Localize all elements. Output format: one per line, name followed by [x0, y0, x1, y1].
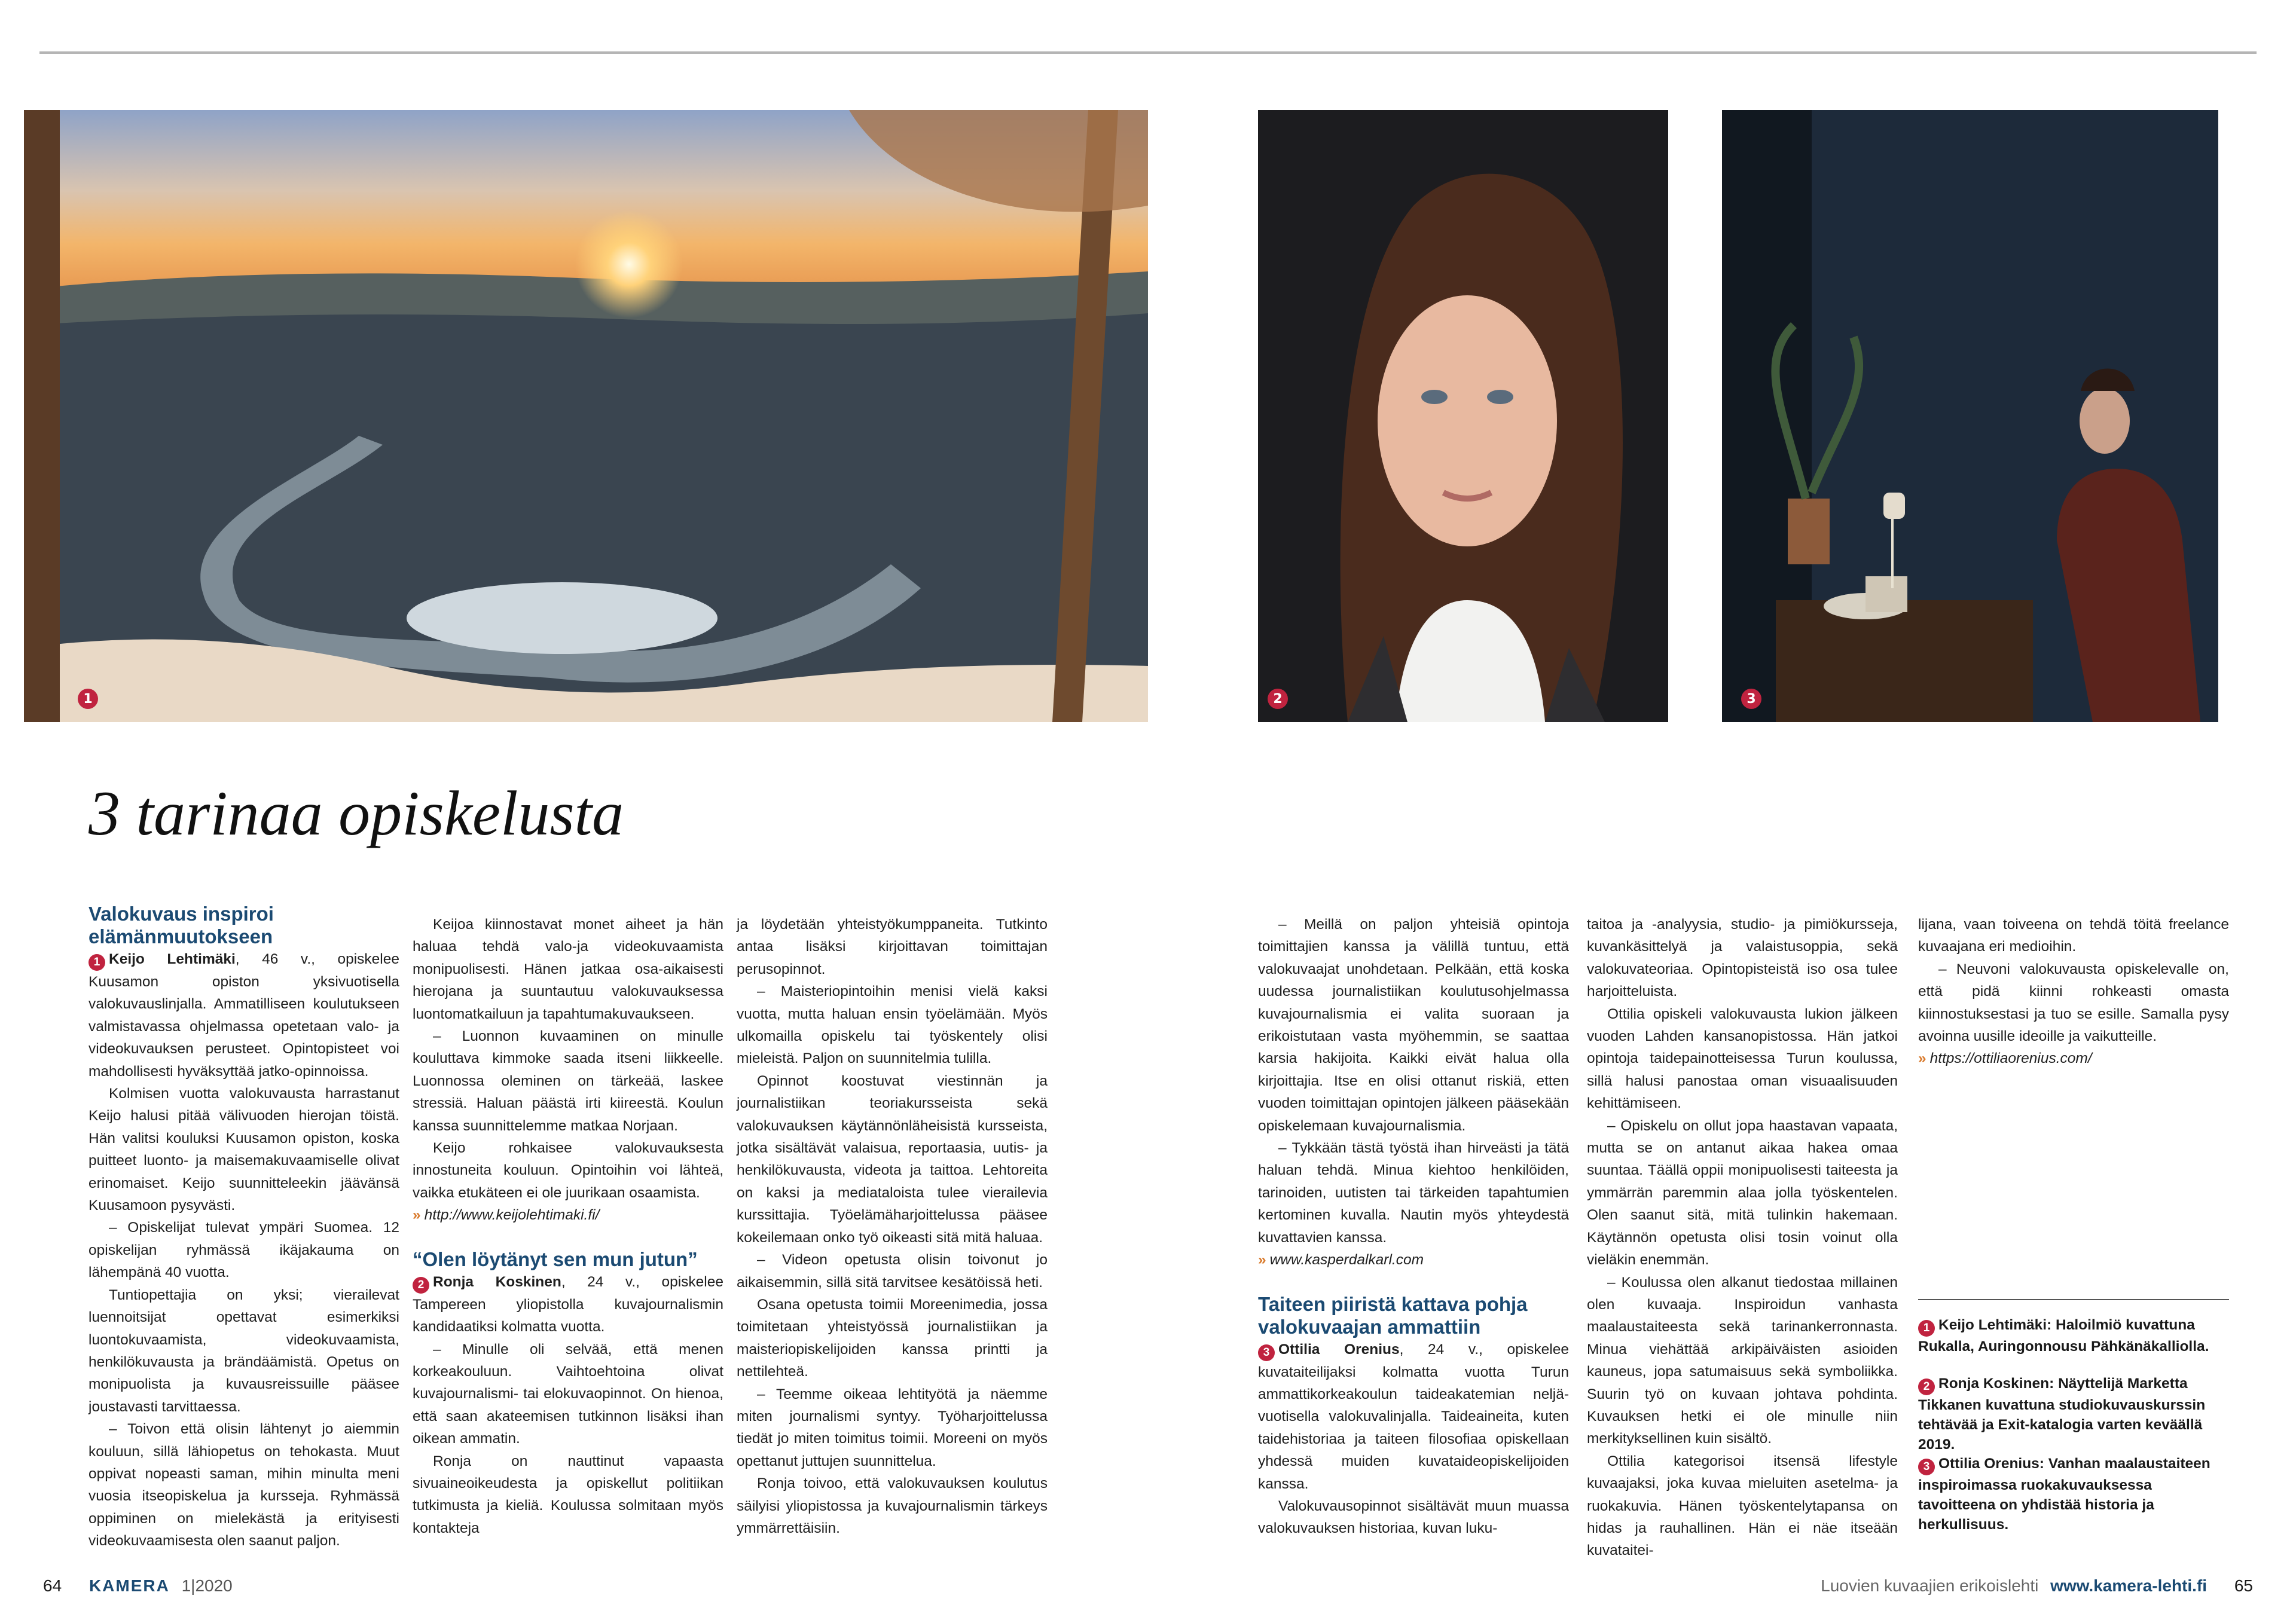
- footer-left: [43, 1576, 233, 1596]
- article-column-1: Valokuvaus inspiroi elämänmuutokseen 1 Keijo Lehtimäki, 46 v., opiskelee Kuusamon opiston yksivuotisella valokuvauslinjalla. Ammatilliseen koulutukseen valmistavassa ohjelmassa opetetaan valo- ja videokuvauksen perusteet. Opintopisteet voi mahdollisesti hyväksyttää jatko-opinnoissa. Kolmisen vuotta valokuvausta harrastanut Keijo halusi pitää välivuoden hierojan töistä. Hän valitsi kouluksi Kuusamon opiston, koska puitteet luonto- ja maisemakuvaamiselle olivat erinomaiset. Keijo suunnitteleekin jäävänsä Kuusamoon pysyvästi. – Opiskelijat tulevat ympäri Suomea. 12 opiskelijan ryhmässä ikäjakauma on lähempänä 40 vuotta. Tuntiopettajia on yksi; vierailevat luennoitsijat opettavat esimerkiksi luontokuvaamista, videokuvaamista, henkilökuvausta ja brändäämistä. Opetus on monipuolista ja kuvausreissuille pääsee joustavasti tarvittaessa. – Toivon että olisin lähtenyt jo aiemmin kouluun, sillä lähiopetus on tehokasta. Muut oppivat nopeasti saman, mihin minulta meni vuosia itseopiskelua ja kursseja. Ryhmässä oppiminen on mielekästä ja erityisesti videokuvaamisesta olen saanut paljon.: [88, 903, 399, 1549]
- still-life-photo: [1722, 110, 2218, 722]
- website-link[interactable]: www.kamera-lehti.fi: [2050, 1576, 2208, 1595]
- issue-number: 1|2020: [181, 1576, 233, 1595]
- student-number-badge: 3: [1258, 1344, 1275, 1361]
- website-link[interactable]: https://ottiliaorenius.com/: [1929, 1050, 2092, 1067]
- page-number-left: 64: [43, 1576, 62, 1595]
- caption-number-badge: 2: [1918, 1379, 1935, 1395]
- page-title: 3 tarinaa opiskelusta: [88, 778, 624, 848]
- photo-number-badge: 2: [1268, 689, 1288, 709]
- section-heading: “Olen löytänyt sen mun jutun”: [413, 1248, 698, 1270]
- article-column-4: – Meillä on paljon yhteisiä opintoja toimittajien kanssa ja välillä tuntuu, että valokuvaajat unohdetaan. Pelkään, että koska uudessa journalistiikan koulutusohjelmassa kuvajournalismia ei valita suoraan ja erikoistutaan vasta myöhemmin, se saattaa karsia hakijoita. Kaikki eivät halua olla kirjoittajia. Itse en olisi ottanut riskiä, etten vuoden toimittajan opintojen jälkeen pääsekään opiskelemaan kuvajournalismia. – Tykkään tästä työstä ihan hirveästi ja tätä haluan tehdä. Minua kiehtoo henkilöiden, tarinoiden, uutisten tai tärkeiden tapahtumien kertominen kuvalla. Nautin myös yhteydestä kuvattavien kanssa. » www.kasperdalkarl.com Taiteen piiristä kattava pohja valokuvaajan ammattiin 3 Ottilia Orenius, 24 v., opiskelee kuvataiteilijaksi kolmatta vuotta Turun ammattikorkeakoulun taideakatemian neljä-vuotisella valokuvalinjalla. Taideaineita, kuten taidehistoriaa ja taiteen filosofiaa opiskellaan yhdessä muiden kuvataideopiskelijoiden kanssa. Valokuvausopinnot sisältävät muun muassa valokuvauksen historiaa, kuvan luku-: [1258, 916, 1569, 1537]
- magazine-name: KAMERA: [88, 1576, 170, 1595]
- article-column-3: ja löydetään yhteistyökumppaneita. Tutkinto antaa lisäksi kirjoittavan toimittajan perusopinnot. – Maisteriopintoihin menisi vielä kaksi vuotta, mutta haluan ensin työelämään. Myös ulkomailla opiskelu tai työskentely olisi mieleistä. Paljon on suunnitelmia tulilla. Opinnot koostuvat viestinnän ja journalistiikan teoriakursseista sekä valokuvauksen käytännönläheisistä kursseista, jotka sisältävät valaisua, reportaasia, uutis- ja henkilökuvausta, videota ja taittoa. Lehtoreita on kaksi ja mediataloista tulee vierailevia kurssittajia. Työelämäharjoittelussa pääsee kokeilemaan onko työ oikeasti sitä mitä haluaa. – Videon opetusta olisin toivonut jo aikaisemmin, sillä sitä tarvitsee kesätöissä heti. Osana opetusta toimii Moreenimedia, jossa toimitetaan yhteistyössä journalistiikan ja maisteriopiskelijoiden kanssa printti ja nettilehteä. – Teemme oikeaa lehtityötä ja näemme miten journalismi syntyy. Työharjoittelussa tiedät jo miten toimitus toimii. Moreeni on myös opettanut juttujen suunnittelua. Ronja toivoo, että valokuvauksen koulutus säilyisi yliopistossa ja kuvajournalismin tärkeys ymmärrettäisiin.: [737, 916, 1048, 1536]
- section-heading: Taiteen piiristä kattava pohja valokuvaajan ammattiin: [1258, 1292, 1528, 1338]
- footer-right: [1821, 1576, 2253, 1596]
- student-name: Keijo Lehtimäki: [109, 951, 236, 967]
- top-rule: [39, 51, 2257, 54]
- caption-divider: [1918, 1299, 2229, 1300]
- photo-caption-3: 3 Ottilia Orenius: Vanhan maalaustaiteen inspiroimassa ruokakuvauksessa tavoitteena on yhdistää historia ja herkullisuus.: [1918, 1456, 2210, 1533]
- website-link[interactable]: www.kasperdalkarl.com: [1269, 1252, 1424, 1269]
- link-arrow-icon: »: [1918, 1050, 1926, 1067]
- portrait-photo: [1258, 110, 1668, 722]
- section-heading: Valokuvaus inspiroi elämänmuutokseen: [88, 903, 274, 947]
- student-number-badge: 2: [413, 1277, 429, 1294]
- landscape-photo: [24, 110, 1148, 722]
- photo-number-badge: 3: [1741, 689, 1761, 709]
- article-column-6: lijana, vaan toiveena on tehdä töitä freelance kuvaajana eri medioihin. – Neuvoni valokuvausta opiskelevalle on, että pidä kiinni rohkeasti omasta kiinnostuksestasi ja tuo se esille. Samalla pysy avoinna uusille ideoille ja vaikutteille. » https://ottiliaorenius.com/: [1918, 916, 2229, 1067]
- photo-caption-2: 2 Ronja Koskinen: Näyttelijä Marketta Tikkanen kuvattuna studiokuvauskurssin tehtävää ja Exit-katalogia varten keväällä 2019.: [1918, 1376, 2206, 1453]
- caption-number-badge: 1: [1918, 1320, 1935, 1337]
- article-column-2: Keijoa kiinnostavat monet aiheet ja hän haluaa tehdä valo-ja videokuvaamista monipuolisesti. Hänen jatkaa osa-aikaisesti hierojana ja suuntautuu valokuvauksessa luontomatkailuun ja tapahtumakuvaukseen. – Luonnon kuvaaminen on minulle kouluttava kimmoke saada itseni liikkeelle. Luonnossa oleminen on tärkeää, laskee stressiä. Haluan päästä irti kiireestä. Koulun kanssa suunnittelemme matkaa Norjaan. Keijo rohkaisee valokuvauksesta innostuneita kouluun. Opintoihin voi lähteä, vaikka etukäteen ei ole juurikaan osaamista. » http://www.keijolehtimaki.fi/ “Olen löytänyt sen mun jutun” 2 Ronja Koskinen, 24 v., opiskelee Tampereen yliopistolla kuvajournalismin kandidaatiksi kolmatta vuotta. – Minulle oli selvää, että menen korkeakouluun. Vaihtoehtoina olivat kuvajournalismi- tai elokuvaopinnot. On hienoa, että saan akateemisen tutkinnon lisäksi ihan oikean ammatin. Ronja on nauttinut vapaasta sivuaineoikeudesta ja opiskellut politiikan tutkimusta ja kieliä. Koulussa solmitaan myös kontakteja: [413, 916, 723, 1536]
- link-arrow-icon: »: [413, 1207, 421, 1224]
- website-link[interactable]: http://www.keijolehtimaki.fi/: [424, 1207, 600, 1224]
- student-name: Ronja Koskinen: [433, 1273, 561, 1290]
- photo-number-badge: 1: [78, 689, 98, 709]
- page-number-right: 65: [2234, 1576, 2253, 1595]
- tagline: Luovien kuvaajien erikoislehti: [1821, 1576, 2039, 1595]
- photo-caption-1: 1 Keijo Lehtimäki: Haloilmiö kuvattuna Rukalla, Auringonnousu Pähkänäkalliolla.: [1918, 1317, 2209, 1355]
- link-arrow-icon: »: [1258, 1252, 1266, 1269]
- student-name: Ottilia Orenius: [1278, 1341, 1400, 1358]
- article-column-5: taitoa ja -analyysia, studio- ja pimiökursseja, kuvankäsittelyä ja valaistusoppia, sekä valokuvateoriaa. Opintopisteistä iso osa tulee harjoitteluista. Ottilia opiskeli valokuvausta lukion jälkeen vuoden Lahden kansanopistossa. Hän jatkoi opintoja taidepainotteisessa Turun koulussa, sillä halusi panostaa oman visuaalisuuden kehittämiseen. – Opiskelu on ollut jopa haastavan vapaata, mutta se on antanut aikaa hakea omaa suuntaa. Täällä oppii monipuolisesti taiteesta ja ymmärrän paremmin alaa jolla työskentelen. Olen saanut sitä, mitä tulinkin hakemaan. Käytännön opetusta olisi tosin voinut olla vieläkin enemmän. – Koulussa olen alkanut tiedostaa millainen olen kuvaaja. Inspiroidun vanhasta maalaustaiteesta sekä tarinankerronnasta. Minua viehättää arkipäiväisten asioiden kauneus, jopa satumaisuus sekä symboliikka. Suurin työ on kuvaan johtava pohdinta. Kuvauksen hetki ei ole minulle niin merkityksellinen kuin sisältö. Ottilia kategorisoi itsensä lifestyle kuvaajaksi, joka kuvaa mieluiten asetelma- ja ruokakuvia. Hänen työskentelytapansa on hidas ja rauhallinen. Hän ei näe itseään kuvataitei-: [1587, 916, 1898, 1559]
- caption-number-badge: 3: [1918, 1459, 1935, 1475]
- student-number-badge: 1: [88, 954, 105, 971]
